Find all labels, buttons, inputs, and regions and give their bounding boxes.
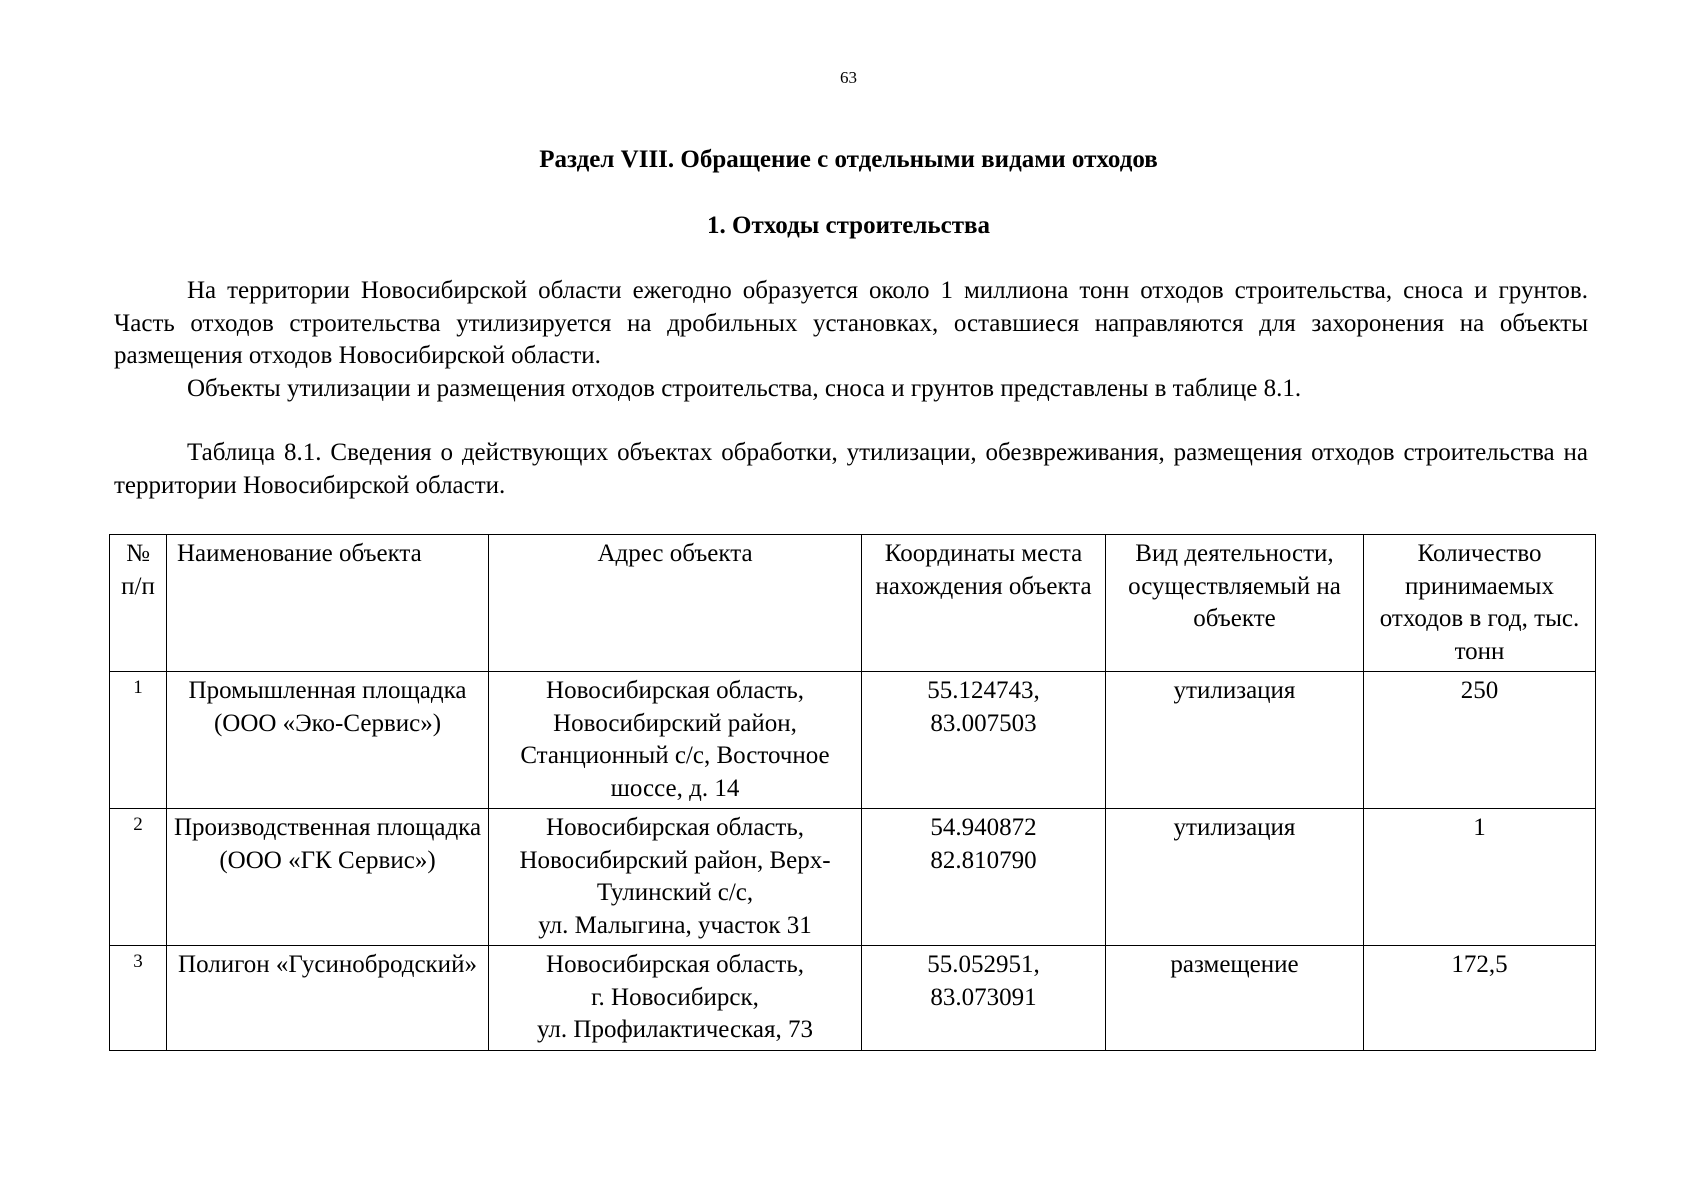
header-coords: Координаты места нахождения объекта bbox=[862, 535, 1106, 672]
header-address: Адрес объекта bbox=[489, 535, 862, 672]
waste-facilities-table bbox=[109, 534, 1596, 1051]
cell-name: Промышленная площадка (ООО «Эко-Сервис») bbox=[167, 672, 489, 809]
coords-lon: 82.810790 bbox=[930, 846, 1037, 874]
cell-coords bbox=[862, 809, 1106, 946]
subsection-title: 1. Отходы строительства bbox=[707, 212, 990, 239]
table-reference-paragraph bbox=[114, 373, 1588, 406]
cell-coords bbox=[862, 672, 1106, 809]
paragraph-text: Объекты утилизации и размещения отходов строительства, сноса и грунтов представлены в таблице 8.1. bbox=[187, 375, 1302, 402]
address-line: г. Новосибирск, bbox=[591, 983, 759, 1011]
table-row bbox=[110, 809, 1596, 946]
coords-lat: 54.940872 bbox=[930, 814, 1037, 841]
cell-activity: утилизация bbox=[1106, 672, 1364, 809]
cell-address bbox=[489, 946, 862, 1051]
coords-lat: 55.124743, bbox=[927, 677, 1040, 704]
address-line: Новосибирская область, Новосибирский район, Верх-Тулинский с/с, bbox=[519, 814, 831, 906]
caption-text: Таблица 8.1. Сведения о действующих объектах обработки, утилизации, обезвреживания, размещения отходов строительства на территории Новосибирской области. bbox=[114, 439, 1588, 499]
cell-name bbox=[167, 809, 489, 946]
table-header-row bbox=[110, 535, 1596, 672]
cell-quantity: 1 bbox=[1364, 809, 1596, 946]
cell-quantity: 172,5 bbox=[1364, 946, 1596, 1051]
coords-lat: 55.052951, bbox=[927, 951, 1040, 978]
cell-quantity: 250 bbox=[1364, 672, 1596, 809]
cell-coords bbox=[862, 946, 1106, 1051]
cell-num: 2 bbox=[110, 809, 167, 946]
address-line: ул. Малыгина, участок 31 bbox=[538, 911, 812, 939]
page-number: 63 bbox=[840, 68, 857, 87]
address-line: Новосибирская область, bbox=[546, 951, 804, 978]
header-num: № п/п bbox=[110, 535, 167, 672]
header-name: Наименование объекта bbox=[167, 535, 489, 672]
header-activity: Вид деятельности, осуществляемый на объекте bbox=[1106, 535, 1364, 672]
coords-lon: 83.073091 bbox=[930, 983, 1037, 1011]
address-line: ул. Профилактическая, 73 bbox=[537, 1016, 813, 1043]
table-row bbox=[110, 672, 1596, 809]
intro-paragraph bbox=[114, 275, 1588, 373]
cell-activity: размещение bbox=[1106, 946, 1364, 1051]
cell-address: Новосибирская область, Новосибирский район, Станционный с/с, Восточное шоссе, д. 14 bbox=[489, 672, 862, 809]
cell-num: 1 bbox=[110, 672, 167, 809]
table-caption bbox=[114, 437, 1588, 502]
section-title: Раздел VIII. Обращение с отдельными видами отходов bbox=[539, 146, 1158, 173]
header-quantity: Количество принимаемых отходов в год, тыс. тонн bbox=[1364, 535, 1596, 672]
name-line: Производственная площадка bbox=[173, 814, 482, 841]
cell-address bbox=[489, 809, 862, 946]
coords-lon: 83.007503 bbox=[930, 709, 1037, 737]
cell-num: 3 bbox=[110, 946, 167, 1051]
table-row bbox=[110, 946, 1596, 1051]
cell-activity: утилизация bbox=[1106, 809, 1364, 946]
cell-name: Полигон «Гусинобродский» bbox=[167, 946, 489, 1051]
name-line: (ООО «ГК Сервис») bbox=[219, 846, 436, 874]
paragraph-text: На территории Новосибирской области ежегодно образуется около 1 миллиона тонн отходов строительства, сноса и грунтов. Часть отходов строительства утилизируется на дробильных установках, оставшиеся направляются для захоронения на объекты размещения отходов Новосибирской области. bbox=[114, 277, 1588, 369]
